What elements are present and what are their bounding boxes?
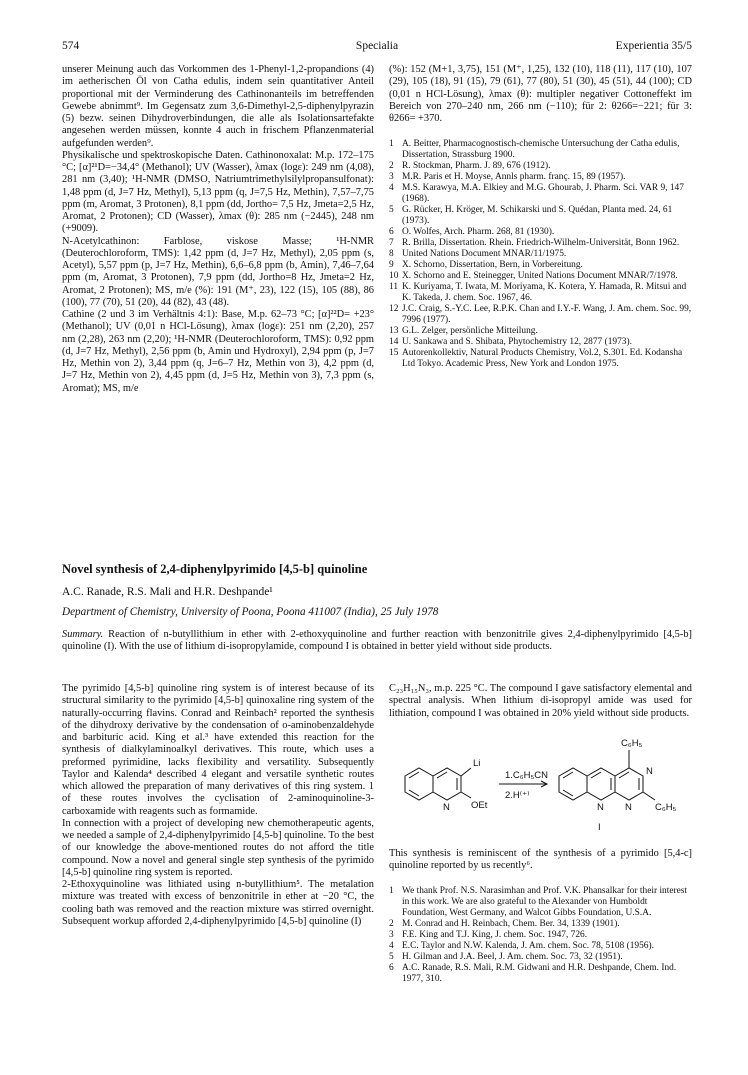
prev-paragraph: Physikalische und spektroskopische Daten. Cathinonoxalat: M.p. 172–175 °C; [α]²¹D=−34,4° (Methanol); UV (Wasser), λmax (logε): 249 nm (4,08), 281 nm (3,40); ¹H-NMR (DMSO, Natriumtrimethylsilylpropansulfonat): 1,48 ppm (d, J=7 Hz, Methyl), 5,13 ppm (q, J=7,5 Hz, Methin), 7,57–7,75 ppm (m, Aromat, 3 Protonen), 8,1 ppm (dd, Jortho= 7,5 Hz, Jmeta=2,5 Hz, Aromat, 2 Protonen); CD (Wasser), λmax (θ): 285 nm (−2445), 248 nm (+9009). — [62, 149, 374, 235]
reaction-scheme-drawing — [389, 724, 692, 842]
reaction-scheme — [389, 724, 692, 842]
page-header — [62, 40, 692, 56]
reactant-li-label: Li — [473, 757, 481, 769]
reference-item: 5 G. Rücker, H. Kröger, M. Schikarski und S. Quédan, Planta med. 24, 61 (1973). — [389, 205, 673, 227]
article-paragraph: This synthesis is reminiscent of the synthesis of a pyrimido [5,4-c] quinoline reported by us recently⁶. — [389, 847, 692, 871]
product-benzene-ring — [559, 768, 587, 800]
prev-article-right-column — [389, 64, 692, 370]
reference-item: 9 X. Schorno, Dissertation, Bern, in Vorbereitung. — [389, 260, 583, 271]
prev-paragraph: Cathine (2 und 3 im Verhältnis 4:1): Base, M.p. 62–73 °C; [α]²²D= +23° (Methanol); UV (0,01 n HCl-Lösung), λmax (logε): 251 nm (2,20), 257 nm (2,28), 263 nm (2,20); ¹H-NMR (Deuterochloroform, TMS): 0,92 ppm (d, J=7 Hz, Methyl), 2,56 ppm (b, Amin und Hydroxyl), 2,94 ppm (p, J=7 Hz, Methin von 2), 3,44 ppm (q, J=6–7 Hz, Methin von 3), 4,2 ppm (d, J=7 Hz, Methin von 2), 4,45 ppm (d, J=5 Hz, Methin von 3), 7,3 ppm (s, Aromat); MS, m/e — [62, 309, 374, 394]
prev-paragraph: (%): 152 (M+1, 3,75), 151 (M⁺, 1,25), 132 (10), 118 (11), 117 (10), 107 (29), 105 (18), 91 (15), 79 (61), 77 (80), 51 (30), 45 (51), 44 (100); CD (0,01 n HCl-Lösung), λmax (θ): multipler negativer Cottoneffekt im Bereich von 270–240 nm, 266 nm (−110); für 2: θ266=−221; für 3: θ266= +370. — [389, 64, 692, 124]
reference-item: 10 X. Schorno and E. Steinegger, United Nations Document MNAR/7/1978. — [389, 271, 678, 282]
article-affiliation: Department of Chemistry, University of Poona, Poona 411007 (India), 25 July 1978 — [62, 606, 439, 618]
summary-text: Reaction of n-butyllithium in ether with 2-ethoxyquinoline and further reaction with benzonitrile gives 2,4-diphenylpyrimido [4,5-b] quinoline (I). With the use of lithium di-isopropylamide, compound I is obtained in better yield without side products. — [62, 629, 692, 653]
reference-item: 4 M.S. Karawya, M.A. Elkiey and M.G. Ghourab, J. Pharm. Sci. VAR 9, 147 (1968). — [389, 183, 684, 205]
reference-item: 2 M. Conrad and H. Reinbach, Chem. Ber. 34, 1339 (1901). — [389, 919, 620, 930]
reference-item: 13 G.L. Zelger, persönliche Mitteilung. — [389, 326, 538, 337]
reference-item: 1 We thank Prof. N.S. Narasimhan and Prof. V.K. Phansalkar for their interest in this work. We are also grateful to the Alexander von Humboldt Foundation, West Germany, and Walcot Gibbs Foundation, U.S.A. — [389, 886, 688, 919]
article-paragraph: The pyrimido [4,5-b] quinoline ring system is of interest because of its structural similarity to the pyrimido [4,5-b] quinoxaline ring system of the naturally-occurring flavins. Conrad and Reinbach² reported the synthesis of the dihydroxy derivative by the condensation of o-aminobenzaldehyde and barbituric acid. King et al.³ have extended this reaction for the synthesis of dialkylaminoalkyl derivatives. This route, which uses a preformed pyrimidine, lacks flexibility and versatility. Subsequently Taylor and Kalenda⁴ described 4 elegant and versatile synthetic routes which allowed the preparation of many derivatives of this ring system. 1 of these routes involves the cyclisation of 2-aminoquinoline-3-carboxamide with reagents such as formamide. — [62, 683, 374, 817]
article-paragraph: 2-Ethoxyquinoline was lithiated using n-butyllithium⁵. The metalation mixture was treated with excess of benzonitrile in ether at −20 °C, the cooling bath was removed and the reaction mixture was stirred overnight. Subsequent workup afforded 2,4-diphenylpyrimido [4,5-b] quinoline (I) — [62, 879, 374, 927]
reference-item: 15 Autorenkollektiv, Natural Products Chemistry, Vol.2, S.301. Ed. Kodansha Ltd Tokyo. Academic Press, New York and London 1975. — [389, 348, 683, 370]
article-summary — [62, 629, 692, 654]
reactant-n-label: N — [443, 801, 450, 813]
journal-issue: Experientia 35/5 — [615, 40, 692, 52]
product-bottom-substituent: C₆H₅ — [655, 801, 677, 813]
reactant-benzene-ring — [405, 768, 433, 800]
reagent-step-2: 2.H⁽⁺⁾ — [505, 789, 530, 801]
product-n-label: N — [625, 801, 632, 813]
article-title: Novel synthesis of 2,4-diphenylpyrimido [4,5-b] quinoline — [62, 562, 368, 576]
product-top-substituent: C₆H₅ — [621, 737, 643, 749]
page-number: 574 — [62, 40, 80, 52]
prev-references — [389, 139, 692, 370]
product-n-label: N — [597, 801, 604, 813]
reagent-step-1: 1.C₆H₅CN — [505, 769, 549, 781]
prev-paragraph: N-Acetylcathinon: Farblose, viskose Masse; ¹H-NMR (Deuterochloroform, TMS): 1,42 ppm (d, J=7 Hz, Methyl), 2,05 ppm (s, Acetyl), 5,57 ppm (p, J=7 Hz, Methin), 6,6–6,8 ppm (b, Amin), 7,46–7,64 ppm (m, Aromat, 3 Protonen), 7,9 ppm (dd, Jortho=8 Hz, Jmeta=2 Hz, Aromat, 2 Protonen); MS, m/e (%): 191 (M⁺, 23), 122 (15), 105 (88), 86 (100), 77 (70), 51 (20), 44 (82), 43 (48). — [62, 235, 374, 308]
article-paragraph: C₂₃H₁₅N₃, m.p. 225 °C. The compound I gave satisfactory elemental and spectral analysis. When lithium di-isopropyl amide was used for lithiation, compound I was obtained in 20% yield without side products. — [389, 683, 692, 719]
reference-item: 3 M.R. Paris et H. Moyse, Annls pharm. franç. 15, 89 (1957). — [389, 172, 626, 183]
reactant-oet-label: OEt — [471, 799, 488, 811]
reference-item: 7 R. Brilla, Dissertation. Rhein. Friedrich-Wilhelm-Universität, Bonn 1962. — [389, 238, 680, 249]
reference-item: 2 R. Stockman, Pharm. J. 89, 676 (1912). — [389, 161, 551, 172]
summary-label: Summary. — [62, 629, 104, 640]
reference-item: 8 United Nations Document MNAR/11/1975. — [389, 249, 567, 260]
article-left-column — [62, 683, 374, 928]
product-compound-label: I — [598, 821, 601, 833]
reference-item: 11 K. Kuriyama, T. Iwata, M. Moriyama, K. Kotera, Y. Hamada, R. Mitsui and K. Takeda, J. chem. Soc. 1967, 46. — [389, 282, 687, 304]
prev-article-left-column — [62, 64, 374, 395]
product-n-label: N — [646, 765, 653, 777]
reference-item: 1 A. Beitter, Pharmacognostisch-chemische Untersuchung der Catha edulis, Dissertation, Strassburg 1900. — [389, 139, 680, 161]
reference-item: 3 F.E. King and T.J. King, J. chem. Soc. 1947, 726. — [389, 930, 588, 941]
article-right-column — [389, 683, 692, 985]
reference-item: 6 A.C. Ranade, R.S. Mali, R.M. Gidwani and H.R. Deshpande, Chem. Ind. 1977, 310. — [389, 963, 677, 985]
prev-paragraph: unserer Meinung auch das Vorkommen des 1-Phenyl-1,2-propandions (4) im aetherischen Öl von Catha edulis, indem sein quantitativer Anteil proportional mit der Verminderung des Cathinonanteils im betreffenden Gewebe abnimmt⁹. Im Gegensatz zum 3,6-Dimethyl-2,5-diphenylpyrazin (5) bezw. seinen Dihydroverbindungen, die alle als Isolationsartefakte angesehen werden müssen, konnte 4 auch in frischem Pflanzenmaterial aufgefunden werden⁹. — [62, 64, 374, 149]
article-paragraph: In connection with a project of developing new chemotherapeutic agents, we needed a sample of 2,4-diphenylpyrimido [4,5-b] quinoline. To the best of our knowledge the above-mentioned routes do not afford the title compound. Now a novel and general single step synthesis of the pyrimido [4,5-b] quinoline ring system is reported. — [62, 817, 374, 878]
reference-item: 6 O. Wolfes, Arch. Pharm. 268, 81 (1930). — [389, 227, 555, 238]
reference-item: 4 E.C. Taylor and N.W. Kalenda, J. Am. chem. Soc. 78, 5108 (1956). — [389, 941, 654, 952]
section-name: Specialia — [355, 40, 399, 52]
article-references — [389, 886, 692, 985]
reference-item: 5 H. Gilman and J.A. Beel, J. Am. chem. Soc. 73, 32 (1951). — [389, 952, 623, 963]
article-authors: A.C. Ranade, R.S. Mali and H.R. Deshpande¹ — [62, 586, 273, 598]
reference-item: 12 J.C. Craig, S.-Y.C. Lee, R.P.K. Chan and I.Y.-F. Wang, J. Am. chem. Soc. 99, 7996 (1977). — [389, 304, 692, 326]
reference-item: 14 U. Sankawa and S. Shibata, Phytochemistry 12, 2877 (1973). — [389, 337, 632, 348]
